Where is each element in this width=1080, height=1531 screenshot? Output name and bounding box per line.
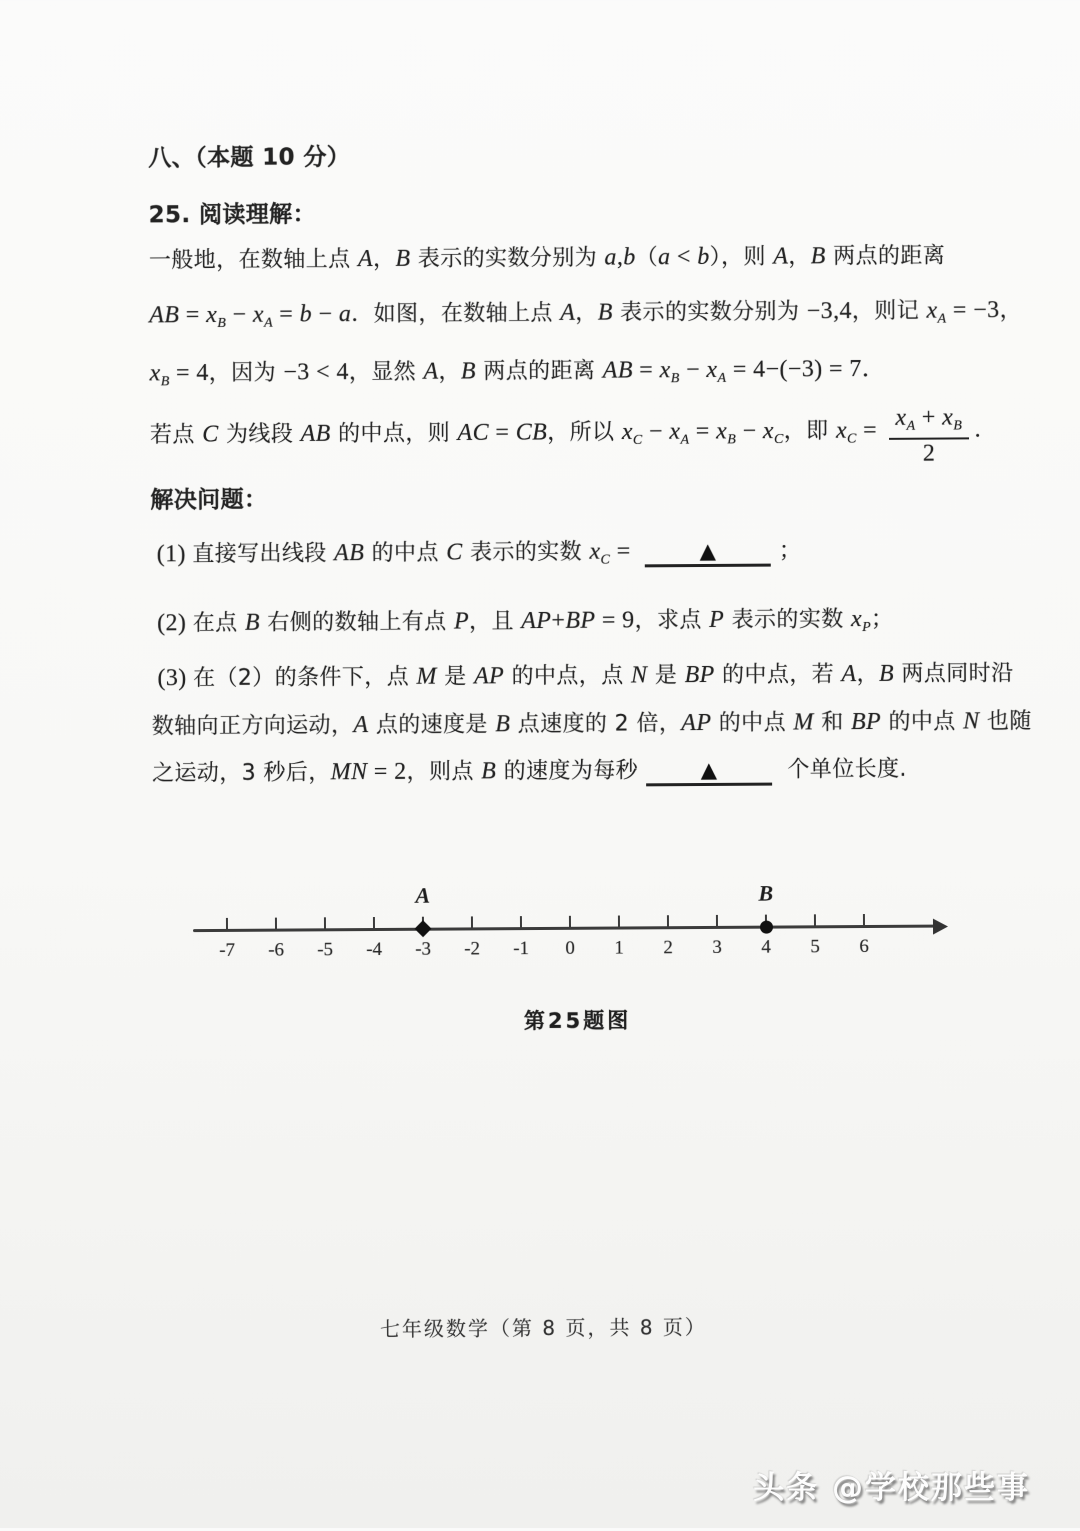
axis-tick — [814, 914, 816, 926]
question-part-2: (2) 在点 B 右侧的数轴上有点 P，且 AP+BP = 9，求点 P 表示的实数 $x_P$； — [157, 606, 894, 637]
watermark: 头条 @学校那些事 — [753, 1470, 1030, 1506]
intro-paragraph-3: $x_B = 4$，因为 −3 < 4，显然 A，B 两点的距离 AB = $x_B - x_A = 4-(-3) = 7$． — [149, 355, 887, 390]
axis-tick — [569, 916, 571, 928]
axis-tick — [471, 916, 473, 928]
axis-tick-label: 6 — [859, 935, 869, 958]
number-line-axis — [193, 925, 937, 932]
figure-caption: 第25题图 — [523, 1008, 632, 1034]
axis-tick — [520, 916, 522, 928]
point-marker-A — [415, 920, 432, 937]
intro-paragraph-1: 一般地，在数轴上点 A，B 表示的实数分别为 a,b（a < b），则 A，B 两点的距离 — [148, 243, 946, 274]
point-marker-B — [759, 920, 772, 933]
axis-tick-label: -5 — [317, 939, 334, 961]
axis-tick — [373, 917, 375, 929]
axis-tick-label: -4 — [366, 938, 383, 961]
section-header: 八、（本题 10 分） — [148, 144, 351, 172]
question-title: 25. 阅读理解： — [148, 201, 317, 229]
axis-tick-label: 5 — [810, 936, 820, 958]
axis-tick — [226, 918, 228, 930]
question-part-3-line-2: 数轴向正方向运动，A 点的速度是 B 点速度的 2 倍，AP 的中点 M 和 BP 的中点 N 也随 — [151, 708, 1032, 740]
axis-tick-label: -6 — [268, 939, 285, 961]
question-part-3-line-3: 之运动，3 秒后，MN = 2，则点 B 的速度为每秒 ▲ 个单位长度. — [151, 756, 907, 787]
answer-blank: ▲ — [645, 538, 771, 568]
axis-tick — [863, 914, 865, 926]
axis-tick — [716, 915, 718, 927]
question-part-1: (1) 直接写出线段 AB 的中点 C 表示的实数 $x_C$ = ▲ ； — [156, 538, 802, 568]
fraction: $\frac{x_A + x_B}{2}$ — [888, 405, 969, 466]
axis-tick — [618, 916, 620, 928]
axis-tick-label: 4 — [761, 936, 771, 958]
axis-tick-label: -3 — [415, 938, 432, 960]
number-line-figure — [187, 852, 968, 977]
intro-paragraph-2: AB = $x_B - x_A = b - a$．如图，在数轴上点 A，B 表示的实数分别为 −3,4，则记 $x_A = -3$， — [149, 297, 1023, 331]
intro-paragraph-4: 若点 C 为线段 AB 的中点，则 AC = CB，所以 $x_C - x_A = x_B - x_C$，即 $x_C$ = $\frac{x_A + x_B}{2}$ ． — [149, 404, 997, 467]
question-part-3-line-1: (3) 在（2）的条件下，点 M 是 AP 的中点，点 N 是 BP 的中点，若 A，B 两点同时沿 — [157, 660, 1014, 692]
axis-tick — [667, 915, 669, 927]
axis-tick-label: -2 — [464, 938, 481, 960]
axis-tick-label: 0 — [565, 937, 575, 959]
answer-blank: ▲ — [646, 757, 772, 787]
point-label-B: B — [758, 880, 774, 906]
solve-heading: 解决问题： — [150, 486, 268, 514]
axis-tick-label: 1 — [614, 937, 624, 959]
axis-tick-label: -1 — [513, 938, 530, 960]
axis-tick-label: -7 — [219, 939, 236, 961]
axis-tick — [324, 917, 326, 929]
point-label-A: A — [415, 882, 431, 908]
axis-arrow-icon — [933, 919, 948, 935]
axis-tick-label: 2 — [663, 937, 673, 959]
page-footer: 七年级数学（第 8 页，共 8 页） — [379, 1314, 707, 1341]
axis-tick — [275, 918, 277, 930]
axis-tick-label: 3 — [712, 936, 722, 958]
